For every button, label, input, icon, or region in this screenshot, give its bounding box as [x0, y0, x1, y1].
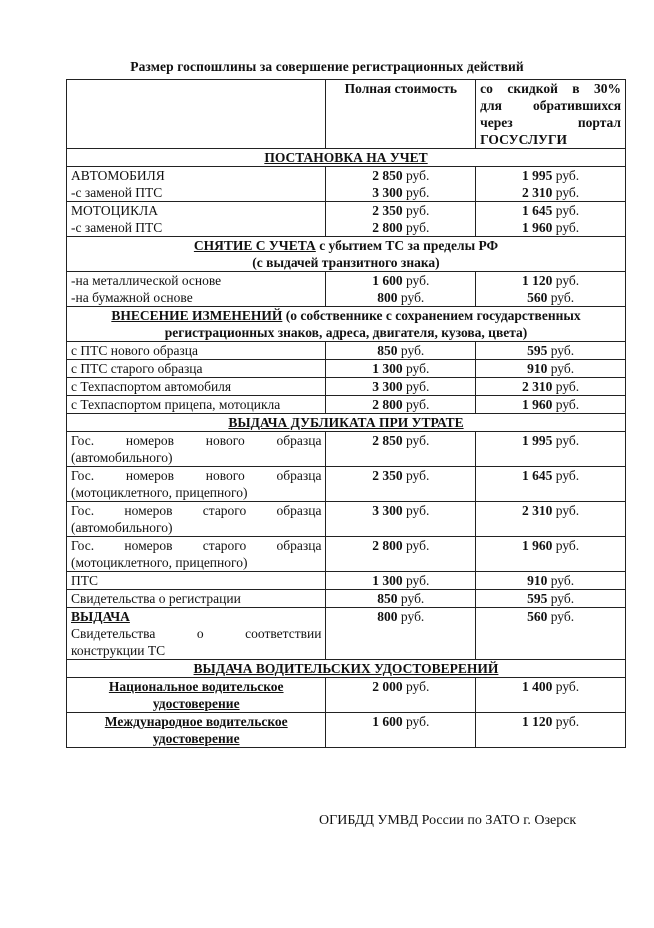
- price-amount: 1 400: [522, 679, 553, 694]
- section-header-row: [67, 237, 626, 272]
- currency-label: руб.: [552, 538, 580, 553]
- currency-label: руб.: [402, 273, 430, 288]
- price-cell: [326, 432, 476, 467]
- table-row: [67, 396, 626, 414]
- currency-label: руб.: [547, 290, 575, 305]
- row-label: [67, 608, 326, 660]
- row-label: [67, 432, 326, 467]
- section-title-part: ПОСТАНОВКА НА УЧЕТ: [264, 150, 428, 165]
- price-amount: 1 960: [522, 220, 553, 235]
- row-label-line: -с заменой ПТС: [71, 185, 163, 200]
- price-value: [330, 219, 471, 236]
- section-title: [67, 149, 626, 167]
- page-title: Размер госпошлины за совершение регистрационных действий: [130, 59, 524, 74]
- price-value: [480, 572, 621, 589]
- price-cell: [326, 537, 476, 572]
- table-row: [67, 502, 626, 537]
- header-full-cost: Полная стоимость: [326, 80, 476, 149]
- price-value: [330, 590, 471, 607]
- currency-label: руб.: [552, 203, 580, 218]
- section-header-row: [67, 149, 626, 167]
- header-discount-line: со скидкой в 30%: [480, 81, 621, 96]
- price-value: [330, 678, 471, 695]
- currency-label: руб.: [397, 609, 425, 624]
- price-amount: 1 600: [372, 273, 403, 288]
- row-label: [67, 360, 326, 378]
- header-discount-line: для обратившихся: [480, 98, 621, 113]
- table-row: [67, 378, 626, 396]
- row-label-line: МОТОЦИКЛА: [71, 203, 158, 218]
- price-amount: 850: [377, 591, 398, 606]
- price-value: [480, 502, 621, 519]
- price-value: [330, 432, 471, 449]
- price-cell: [476, 713, 626, 748]
- row-label: [67, 396, 326, 414]
- header-empty-cell: [67, 80, 326, 149]
- row-label-line: с Техпаспортом прицепа, мотоцикла: [71, 397, 281, 412]
- price-cell: [326, 272, 476, 307]
- currency-label: руб.: [552, 468, 580, 483]
- price-value: [330, 467, 471, 484]
- row-label: [67, 502, 326, 537]
- price-value: [330, 537, 471, 554]
- price-value: [480, 342, 621, 359]
- table-row: [67, 678, 626, 713]
- section-title: [67, 237, 626, 272]
- currency-label: руб.: [552, 397, 580, 412]
- price-value: [330, 572, 471, 589]
- price-cell: [326, 202, 476, 237]
- section-title: [67, 414, 626, 432]
- fees-table: [66, 79, 626, 748]
- price-cell: [326, 360, 476, 378]
- price-value: [330, 202, 471, 219]
- price-cell: [476, 360, 626, 378]
- row-label: [67, 590, 326, 608]
- footer-credit: ОГИБДД УМВД России по ЗАТО г. Озерск: [319, 813, 577, 828]
- currency-label: руб.: [552, 273, 580, 288]
- table-row: [67, 537, 626, 572]
- row-label-line: Гос. номеров нового образца (мотоциклетного, прицепного): [71, 468, 322, 500]
- price-cell: [326, 502, 476, 537]
- row-label-line: Гос. номеров старого образца (мотоциклетного, прицепного): [71, 538, 322, 570]
- price-cell: [476, 378, 626, 396]
- price-amount: 2 800: [372, 397, 403, 412]
- price-amount: 3 300: [372, 185, 403, 200]
- price-amount: 1 960: [522, 397, 553, 412]
- price-cell: [326, 678, 476, 713]
- row-label: [67, 537, 326, 572]
- price-cell: [476, 467, 626, 502]
- price-amount: 3 300: [372, 379, 403, 394]
- price-value: [330, 184, 471, 201]
- price-cell: [476, 342, 626, 360]
- section-title-part: ВЫДАЧА ДУБЛИКАТА ПРИ УТРАТЕ: [228, 415, 464, 430]
- row-label-line: -на бумажной основе: [71, 290, 193, 305]
- price-amount: 1 645: [522, 468, 553, 483]
- table-row: [67, 467, 626, 502]
- currency-label: руб.: [547, 609, 575, 624]
- price-cell: [326, 590, 476, 608]
- price-amount: 2 310: [522, 185, 553, 200]
- price-amount: 2 350: [372, 203, 403, 218]
- currency-label: руб.: [547, 343, 575, 358]
- row-label-line: Свидетельства о соответствии конструкции ТС: [71, 626, 322, 658]
- currency-label: руб.: [552, 679, 580, 694]
- price-value: [330, 502, 471, 519]
- row-label-line: с ПТС нового образца: [71, 343, 198, 358]
- currency-label: руб.: [547, 591, 575, 606]
- row-label-line: Гос. номеров старого образца (автомобильного): [71, 503, 322, 535]
- price-value: [330, 289, 471, 306]
- price-cell: [476, 167, 626, 202]
- currency-label: руб.: [402, 397, 430, 412]
- section-header-row: [67, 414, 626, 432]
- row-label-line: Гос. номеров нового образца (автомобильного): [71, 433, 322, 465]
- price-amount: 560: [527, 609, 548, 624]
- price-value: [330, 713, 471, 730]
- price-amount: 1 960: [522, 538, 553, 553]
- table-row: [67, 432, 626, 467]
- price-cell: [476, 678, 626, 713]
- table-row: [67, 202, 626, 237]
- currency-label: руб.: [552, 714, 580, 729]
- section-title-part: СНЯТИЕ С УЧЕТА: [193, 238, 316, 253]
- row-label-line: с ПТС старого образца: [71, 361, 203, 376]
- currency-label: руб.: [552, 220, 580, 235]
- row-label-line: Международное водительское удостоверение: [104, 714, 288, 746]
- currency-label: руб.: [402, 503, 430, 518]
- price-amount: 1 995: [522, 433, 553, 448]
- price-cell: [326, 572, 476, 590]
- price-value: [330, 360, 471, 377]
- currency-label: руб.: [547, 573, 575, 588]
- table-row: [67, 713, 626, 748]
- section-title-part: ВНЕСЕНИЕ ИЗМЕНЕНИЙ: [111, 308, 283, 323]
- row-label: [67, 572, 326, 590]
- price-cell: [476, 432, 626, 467]
- currency-label: руб.: [402, 220, 430, 235]
- price-amount: 1 645: [522, 203, 553, 218]
- table-row: [67, 167, 626, 202]
- row-heading: ВЫДАЧА: [71, 609, 130, 624]
- price-value: [330, 608, 471, 625]
- price-cell: [326, 608, 476, 660]
- price-cell: [476, 396, 626, 414]
- price-value: [480, 537, 621, 554]
- price-amount: 2 310: [522, 503, 553, 518]
- row-label: [67, 713, 326, 748]
- price-amount: 800: [377, 290, 398, 305]
- price-amount: 1 995: [522, 168, 553, 183]
- header-discount-line: через портал: [480, 115, 621, 130]
- price-value: [480, 289, 621, 306]
- table-header-row: [67, 80, 626, 149]
- price-value: [330, 272, 471, 289]
- table-row: [67, 342, 626, 360]
- currency-label: руб.: [402, 573, 430, 588]
- price-cell: [476, 502, 626, 537]
- currency-label: руб.: [402, 185, 430, 200]
- fees-table-body: [67, 80, 626, 748]
- row-label: [67, 202, 326, 237]
- currency-label: руб.: [552, 168, 580, 183]
- price-value: [480, 608, 621, 625]
- price-value: [480, 272, 621, 289]
- price-value: [480, 590, 621, 607]
- price-cell: [326, 467, 476, 502]
- row-label-line: Национальное водительское удостоверение: [108, 679, 284, 711]
- row-label-line: с Техпаспортом автомобиля: [71, 379, 232, 394]
- price-value: [480, 713, 621, 730]
- price-amount: 3 300: [372, 503, 403, 518]
- price-amount: 1 300: [372, 361, 403, 376]
- row-label: [67, 678, 326, 713]
- price-amount: 800: [377, 609, 398, 624]
- price-value: [480, 467, 621, 484]
- price-amount: 850: [377, 343, 398, 358]
- row-label-line: -на металлической основе: [71, 273, 222, 288]
- price-value: [480, 202, 621, 219]
- price-amount: 2 800: [372, 220, 403, 235]
- currency-label: руб.: [397, 290, 425, 305]
- row-label: [67, 467, 326, 502]
- price-cell: [476, 272, 626, 307]
- price-value: [480, 360, 621, 377]
- section-title-part: (о собственнике с сохранением государственных регистрационных знаков, адреса, двигателя, кузова, цвета): [164, 308, 581, 340]
- price-value: [480, 167, 621, 184]
- section-subtitle: (с выдачей транзитного знака): [252, 255, 440, 270]
- currency-label: руб.: [397, 343, 425, 358]
- price-value: [330, 342, 471, 359]
- price-amount: 910: [527, 361, 548, 376]
- row-label: [67, 342, 326, 360]
- price-value: [480, 678, 621, 695]
- currency-label: руб.: [402, 168, 430, 183]
- price-cell: [326, 378, 476, 396]
- price-cell: [476, 608, 626, 660]
- row-label: [67, 167, 326, 202]
- price-value: [480, 396, 621, 413]
- price-value: [330, 378, 471, 395]
- row-label: [67, 378, 326, 396]
- currency-label: руб.: [402, 538, 430, 553]
- table-row: [67, 572, 626, 590]
- price-amount: 1 120: [522, 273, 553, 288]
- price-value: [330, 396, 471, 413]
- currency-label: руб.: [402, 361, 430, 376]
- price-amount: 2 850: [372, 433, 403, 448]
- currency-label: руб.: [402, 379, 430, 394]
- section-title: [67, 307, 626, 342]
- section-title: [67, 660, 626, 678]
- price-cell: [326, 396, 476, 414]
- price-amount: 910: [527, 573, 548, 588]
- price-amount: 1 120: [522, 714, 553, 729]
- price-amount: 595: [527, 343, 548, 358]
- price-amount: 2 000: [372, 679, 403, 694]
- price-cell: [326, 167, 476, 202]
- header-discount: [476, 80, 626, 149]
- table-row: [67, 360, 626, 378]
- price-value: [480, 432, 621, 449]
- section-header-row: [67, 307, 626, 342]
- price-cell: [476, 572, 626, 590]
- row-label-line: ПТС: [71, 573, 98, 588]
- section-header-row: [67, 660, 626, 678]
- section-title-part: с убытием ТС за пределы РФ: [315, 238, 499, 253]
- currency-label: руб.: [552, 185, 580, 200]
- currency-label: руб.: [552, 433, 580, 448]
- price-amount: 2 800: [372, 538, 403, 553]
- price-amount: 2 310: [522, 379, 553, 394]
- row-label-line: -с заменой ПТС: [71, 220, 163, 235]
- currency-label: руб.: [547, 361, 575, 376]
- currency-label: руб.: [402, 468, 430, 483]
- price-amount: 595: [527, 591, 548, 606]
- currency-label: руб.: [402, 433, 430, 448]
- currency-label: руб.: [402, 203, 430, 218]
- table-row: [67, 272, 626, 307]
- currency-label: руб.: [397, 591, 425, 606]
- header-discount-line: ГОСУСЛУГИ: [480, 132, 568, 147]
- table-row: [67, 608, 626, 660]
- row-label-line: Свидетельства о регистрации: [71, 591, 241, 606]
- price-value: [480, 378, 621, 395]
- price-cell: [326, 342, 476, 360]
- price-cell: [476, 590, 626, 608]
- table-row: [67, 590, 626, 608]
- price-amount: 1 600: [372, 714, 403, 729]
- section-title-part: ВЫДАЧА ВОДИТЕЛЬСКИХ УДОСТОВЕРЕНИЙ: [193, 661, 499, 676]
- currency-label: руб.: [552, 379, 580, 394]
- currency-label: руб.: [552, 503, 580, 518]
- currency-label: руб.: [402, 714, 430, 729]
- price-amount: 560: [527, 290, 548, 305]
- price-cell: [476, 202, 626, 237]
- price-value: [480, 184, 621, 201]
- price-amount: 2 850: [372, 168, 403, 183]
- price-cell: [476, 537, 626, 572]
- price-value: [330, 167, 471, 184]
- price-amount: 2 350: [372, 468, 403, 483]
- row-label: [67, 272, 326, 307]
- price-amount: 1 300: [372, 573, 403, 588]
- price-cell: [326, 713, 476, 748]
- price-value: [480, 219, 621, 236]
- row-label-line: АВТОМОБИЛЯ: [71, 168, 165, 183]
- currency-label: руб.: [402, 679, 430, 694]
